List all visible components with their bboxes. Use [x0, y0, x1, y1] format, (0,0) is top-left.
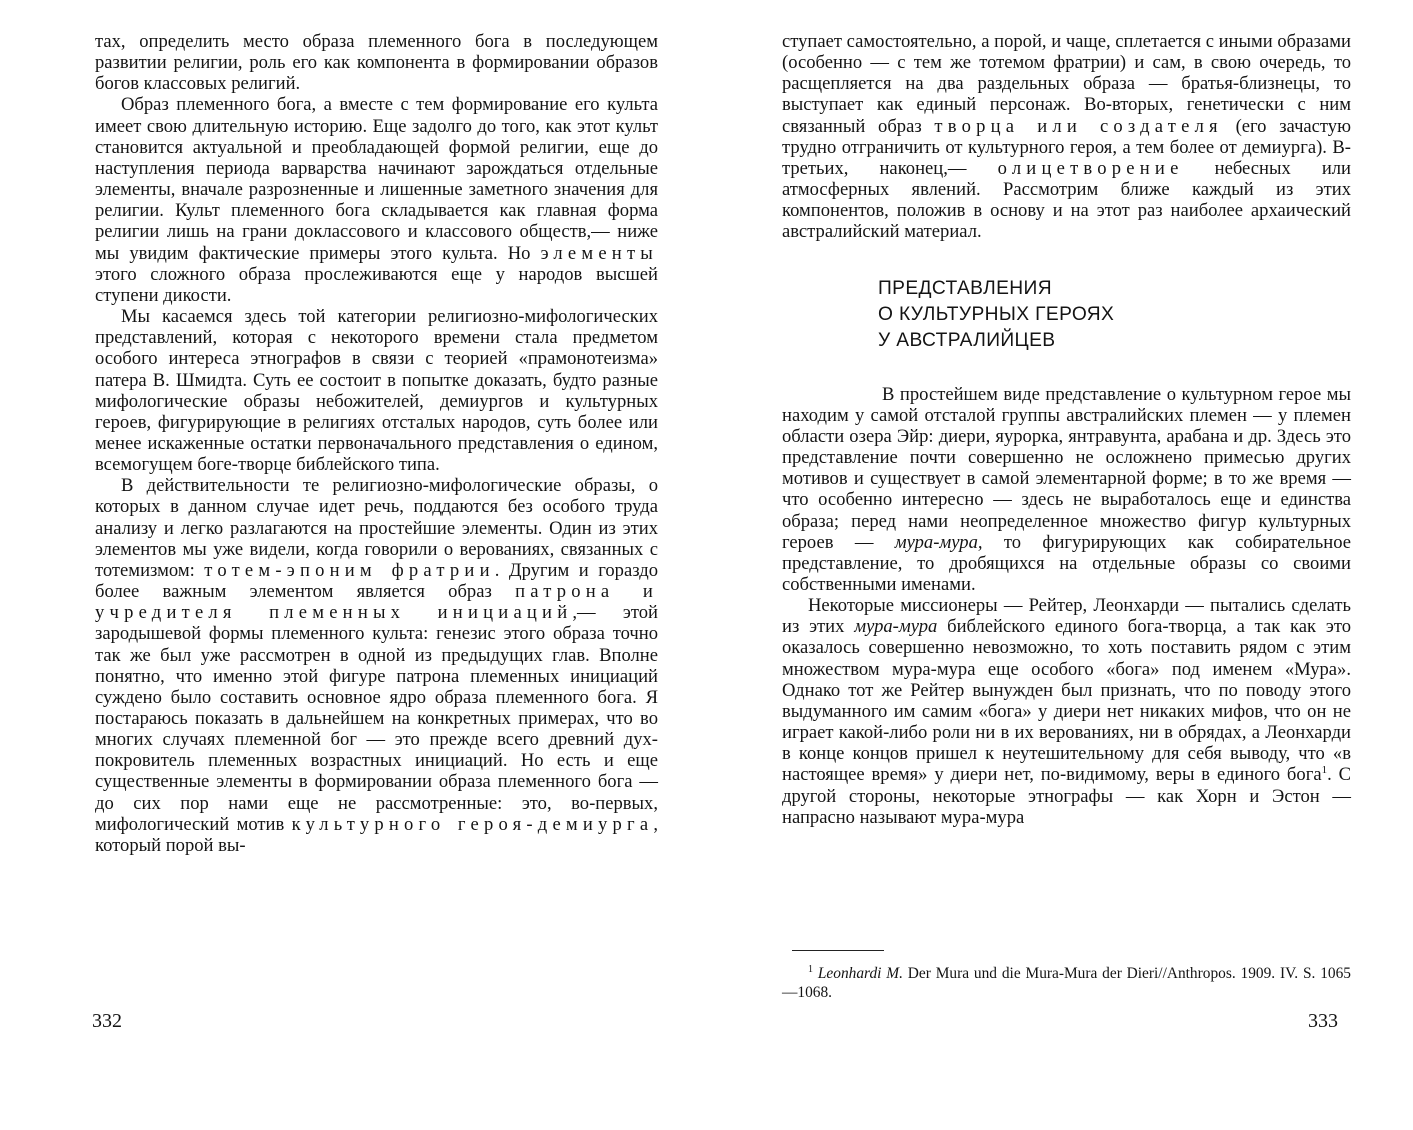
heading-line: У АВСТРАЛИЙЦЕВ [878, 329, 1056, 351]
right-text-column [782, 31, 1351, 828]
paragraph [782, 31, 1351, 243]
text-run: , который порой вы- [95, 813, 659, 856]
text-run: В действительности те религиозно-мифологические образы, о которых в данном случае идет речь, поддаются без особого труда анализу и легко разлагаются на простейшие элементы. Один из этих элементов мы уже видели, когда говорили о верованиях, связанных с тотемизмом: [95, 475, 658, 581]
footnote [782, 960, 1351, 1002]
paragraph [95, 94, 658, 306]
spaced-text: олицетворение [997, 157, 1184, 179]
footnote-author: Leonhardi M. [817, 965, 903, 983]
right-page [706, 0, 1413, 1130]
page-number-left: 332 [92, 1010, 122, 1032]
text-run: тах, определить место образа племенного бога в последующем развитии религии, роль его как компонента в формировании образов богов классовых религий. [95, 31, 658, 95]
text-run: Некоторые миссионеры — Рейтер, Леонхарди — пытались сделать из этих [782, 595, 1351, 638]
text-run: Образ племенного бога, а вместе с тем формирование его культа имеет свою длительную историю. Еще задолго до того, как этот культ становится актуальной и преобладающей формой религии, еще до наступления периода варварства начинают зарождаться отдельные элементы, вначале разрозненные и лишенные заметного значения для религии. Культ племенного бога складывается как главная форма религии лишь на грани доклассового и классового обществ,— ниже мы увидим фактические примеры этого культа. Но [95, 94, 658, 264]
text-run: ступает самостоятельно, а порой, и чаще, сплетается с иными образами (особенно — с тем же тотемом фратрии) и сам, в свою очередь, то расщепляется на два раздельных образа — братья-близнецы, то выступает как единый персонаж. Во-вторых, генетически с ним связанный образ [782, 31, 1351, 137]
page-number-right: 333 [1308, 1010, 1338, 1032]
paragraph [95, 475, 658, 856]
spaced-text: элементы [540, 242, 658, 264]
text-run: . С другой стороны, некоторые этнографы — как Хорн и Эстон — напрасно называют мура-мура [782, 764, 1351, 828]
text-run: В простейшем виде представление о культурном герое мы находим у самой отсталой группы австралийских племен — у племен области озера Эйр: диери, яуроркa, янтравунта, арабана и др. Здесь это представление почти совершенно не осложнено примесью других мотивов и существует в самой элементарной форме; в то же время — что особенно интересно — здесь не выработалось еще и единства образа; перед нами неопределенное множество фигур культурных героев — [782, 383, 1351, 553]
text-run: библейского единого бога-творца, а так как это оказалось совершенно невозможно, то хоть поставить рядом с этим множеством мура-мура еще особого «бога» под именем «Мура». Однако тот же Рейтер вынужден был признать, что по поводу этого выдуманного им самим «бога» у диери нет никаких мифов, что он не играет какой-либо роли ни в их верованиях, ни в обрядах, а Леонхарди в конце концов пришел к неутешительному для себя выводу, что «в настоящее время» у диери нет, по-видимому, веры в единого бога [782, 616, 1352, 786]
text-run: (его зачастую трудно отграничить от культурного героя, а тем более от демиурга). В-третьих, наконец,— [782, 115, 1351, 179]
spaced-text: культурного героя-демиурга [291, 813, 654, 835]
paragraph [95, 306, 658, 475]
text-run: этого сложного образа прослеживаются еще у народов высшей ступени дикости. [95, 263, 658, 306]
footnote-rule [792, 950, 884, 951]
text-run: Мы касаемся здесь той категории религиозно-мифологических представлений, которая с некоторого времени стала предметом особого интереса этнографов в связи с теорией «прамонотеизма» патера В. Шмидта. Суть ее состоит в попытке доказать, будто разные мифологические образы небожителей, демиургов и культурных героев, фигурирующие в религиях отсталых народов, суть более или менее искаженные остатки первоначального представления о едином, всемогущем боге-творце библейского типа. [95, 306, 658, 476]
italic-text: мура-мура [854, 616, 938, 638]
paragraph [95, 31, 658, 94]
italic-text: мура-мура, [894, 531, 983, 553]
left-page [0, 0, 706, 1130]
heading-line: О КУЛЬТУРНЫХ ГЕРОЯХ [878, 303, 1115, 325]
text-run: небесных или атмосферных явлений. Рассмотрим ближе каждый из этих компонентов, положив в основу и на этот раз наиболее архаический австралийский материал. [782, 157, 1352, 243]
spaced-text: патрона и учредителя племенных инициаций [95, 581, 658, 624]
text-run: то фигурирующих как собирательное представление, то дробящихся на отдельные образы со своими собственными именами. [782, 531, 1351, 595]
heading-line: ПРЕДСТАВЛЕНИЯ [878, 277, 1052, 299]
left-text-column [95, 31, 658, 856]
paragraph [782, 384, 1351, 596]
footnote-ref: 1 [1321, 764, 1328, 777]
spaced-text: творца или создателя [934, 115, 1223, 137]
footnote-marker: 1 [808, 964, 813, 975]
paragraph [782, 595, 1351, 828]
text-run: . Другим и гораздо более важным элементом является образ [95, 559, 658, 603]
section-heading [878, 276, 1351, 354]
spaced-text: тотем-эпоним фратрии [204, 559, 495, 581]
footnote-text: Der Mura und die Mura-Mura der Dieri//Anthropos. 1909. IV. S. 1065—1068. [782, 965, 1351, 1002]
text-run: ,— этой зародышевой формы племенного культа: генезис этого образа точно так же был уже рассмотрен в одной из предыдущих глав. Вполне понятно, что именно этой фигуре патрона племенных инициаций суждено было составить основное ядро образа племенного бога. Я постараюсь показать в дальнейшем на конкретных примерах, что во многих случаях племенной бог — это прежде всего древний дух-покровитель племенных возрастных инициаций. Но есть и еще существенные элементы в формировании образа племенного бога — до сих пор нами еще не рассмотренные: это, во-первых, мифологический мотив [95, 602, 658, 835]
